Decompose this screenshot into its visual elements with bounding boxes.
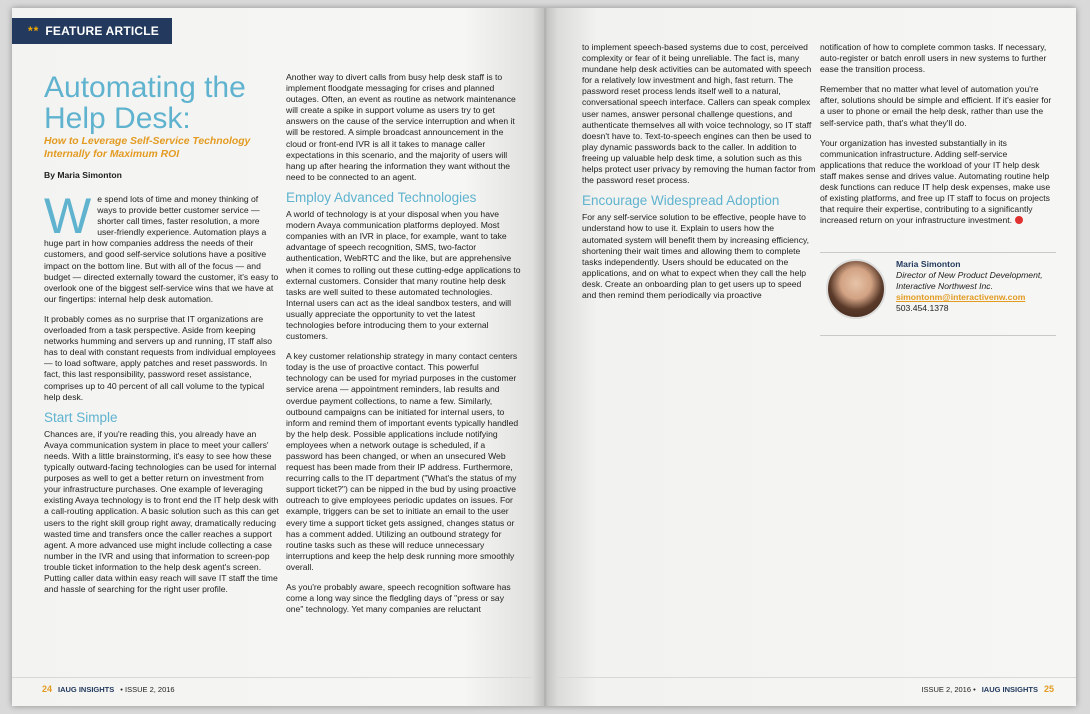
author-avatar: [826, 259, 886, 319]
paragraph: As you're probably aware, speech recognition software has come a long way since the fledgling days of "press or say one" technology. Yet many companies are reluctant: [286, 582, 511, 615]
subheading: Encourage Widespread Adoption: [582, 193, 780, 209]
issue-label: ISSUE 2, 2016 •: [921, 684, 976, 694]
publication-name: IAUG INSIGHTS: [981, 684, 1038, 694]
left-page: [12, 8, 544, 706]
subheading: Employ Advanced Technologies: [286, 189, 477, 205]
paragraph: For any self-service solution to be effective, people have to understand how to use it. Explain to users how the automated system will benefit them by increasing efficiency, shortening their wait times and allowing them to complete tasks independently. Users should be educated on the applications, and on what to expect when they call the help desk. Create an onboarding plan to get users up to speed and then remind them periodically via proactive: [582, 212, 810, 300]
publication-name: IAUG INSIGHTS: [58, 684, 115, 694]
footer-rule: [12, 677, 532, 678]
subheading: Start Simple: [44, 409, 118, 425]
footer-rule: [556, 677, 1076, 678]
paragraph: e spend lots of time and money thinking of ways to provide better customer service — shorter call times, faster resolution, a more user-friendly experience. Automation plays a huge part in how companies address the needs of their customers, and good self-service solutions have a positive impact on the bottom line. But with all of the focus — and budget — directed externally toward the customer, it's easy to overlook one of the biggest self-service wins that we have at our fingertips: internal help desk automation.: [44, 194, 279, 304]
paragraph: A world of technology is at your disposal when you have modern Avaya communication platforms deployed. Most companies with an IVR in place, for example, want to take advantage of speech recognition, SMS, two-factor authentication, WebRTC and the like, but are apprehensive when it comes to rolling out these cutting-edge applications to external customers. Consider that many routine help desk tasks are well suited to these automated technologies. Internal users can act as the ideal sandbox testers, and will usually appreciate the opportunity to vet the latest technologies before introducing them to your external customers.: [286, 209, 521, 342]
author-bio: [820, 252, 1056, 336]
column-1: [44, 188, 280, 604]
right-page: [544, 8, 1076, 706]
author-company: Interactive Northwest Inc.: [896, 281, 993, 291]
issue-label: • ISSUE 2, 2016: [120, 684, 175, 694]
author-name: Maria Simonton: [896, 259, 961, 269]
section-label: FEATURE ARTICLE: [45, 24, 160, 38]
article-title: Automating the Help Desk:: [44, 71, 246, 135]
paragraph: to implement speech-based systems due to cost, perceived complexity or fear of it being unreliable. The fact is, many mundane help desk activities can be automated with speech for a relatively low investment and high, fast return. The password reset process lends itself well to a natural, conversational speech interface. Callers can speak complex user names, answer personal challenge questions, and authenticate themselves all with voice technology, so IT staff doesn't have to. Text-to-speech engines can then be used to play dynamic passwords back to the caller. In addition to freeing up valuable help desk time, a solution such as this helps protect user privacy by removing the human factor from the password reset process.: [582, 42, 816, 186]
magazine-spread: [12, 8, 1076, 706]
feature-article-banner: [12, 18, 172, 44]
page-gutter: [532, 8, 558, 706]
drop-cap: W: [44, 188, 92, 244]
author-title: Director of New Product Development,: [896, 270, 1043, 280]
byline: By Maria Simonton: [44, 170, 122, 180]
paragraph: A key customer relationship strategy in many contact centers today is the use of proactive contact. This powerful technology can be used for myriad purposes in the customer service arena — appointment reminders, lab results and overdue payment collections, to name a few. Similarly, outbound campaigns can be initiated for internal users, to inform and remind them of important events typically handled by the help desk. Possible applications include notifying employees when a network outage is scheduled, if a password has been changed, or when an unsecured Web request has been made from their IP address. Furthermore, recurring calls to the IT department ("What's the status of my support ticket?") can be nipped in the bud by using proactive outreach to give employees periodic updates on issues. For example, triggers can be set to initiate an email to the user every time a support ticket gets assigned, changes status or has a comment added. Utilizing an outbound strategy for routine tasks such as these will reduce unnecessary interruptions and keep the help desk running more smoothly overall.: [286, 351, 519, 572]
paragraph: Chances are, if you're reading this, you already have an Avaya communication system in place to meet your callers' needs. With a little brainstorming, it's easy to see how these typically outward-facing technologies can be used for internal purposes as well to get a better return on investment from your infrastructure purchases. One example of leveraging existing Avaya technology is to front end the IT help desk with a call-routing application. A basic solution such as this can get users to the right skill group right away, dramatically reducing wasted time and transfers once the caller reaches a support agent. A more advanced use might include collecting a case number in the IVR and using that information to screen-pop trouble ticket information to the help desk agent's screen. Putting caller data within easy reach will save IT staff the time and hassle of searching for the right user profile.: [44, 428, 280, 595]
paragraph: Remember that no matter what level of automation you're after, solutions should be simple and efficient. If it's easier for a user to phone or email the help desk, rather than use the self-service path, that's what they'll do.: [820, 84, 1052, 128]
paragraph: It probably comes as no surprise that IT organizations are overloaded from a task perspective. Aside from keeping networks humming and servers up and running, IT staff also has to deal with constant requests from individual employees — to load software, apply patches and reset passwords. In fact, this last responsibility, password reset assistance, comprises up to 40 percent of all call volume to the typical help desk.: [44, 313, 276, 402]
article-subtitle: How to Leverage Self-Service Technology Internally for Maximum ROI: [44, 136, 251, 160]
author-email-link[interactable]: simontonm@interactivenw.com: [896, 292, 1026, 302]
author-phone: 503.454.1378: [896, 303, 949, 313]
paragraph: notification of how to complete common tasks. If necessary, auto-register or batch enroll users in new systems to further ease the transition process.: [820, 42, 1047, 75]
column-2: [286, 72, 522, 624]
paragraph: Another way to divert calls from busy help desk staff is to implement floodgate messaging for crises and planned outages. Often, an event as routine as network maintenance will create a spike in support volume as users try to get answers on the cause of the service interruption and when it will be restored. A simple broadcast announcement in the cloud or front-end IVR is all it takes to manage caller expectations in this scenario, and the majority of users will hang up after hearing the information they want without the need to be connected to an agent.: [286, 72, 516, 182]
left-footer: [42, 682, 175, 696]
end-mark-icon: [1015, 216, 1023, 224]
column-4: [820, 42, 1054, 235]
page-number: 25: [1043, 684, 1054, 694]
paragraph: Your organization has invested substantially in its communication infrastructure. Adding self-service applications that reduce the workload of your IT help desk staff makes sense and drives value. Automating routine help desk functions can reduce IT help desk expenses, make use of existing platforms, and free up IT staff to focus on projects that require their expertise, contributing to a significantly increased return on your infrastructure investment.: [820, 137, 1051, 226]
right-footer: [921, 682, 1054, 696]
column-3: [582, 42, 816, 310]
star-icon: **: [28, 24, 40, 38]
page-number: 24: [42, 684, 53, 694]
